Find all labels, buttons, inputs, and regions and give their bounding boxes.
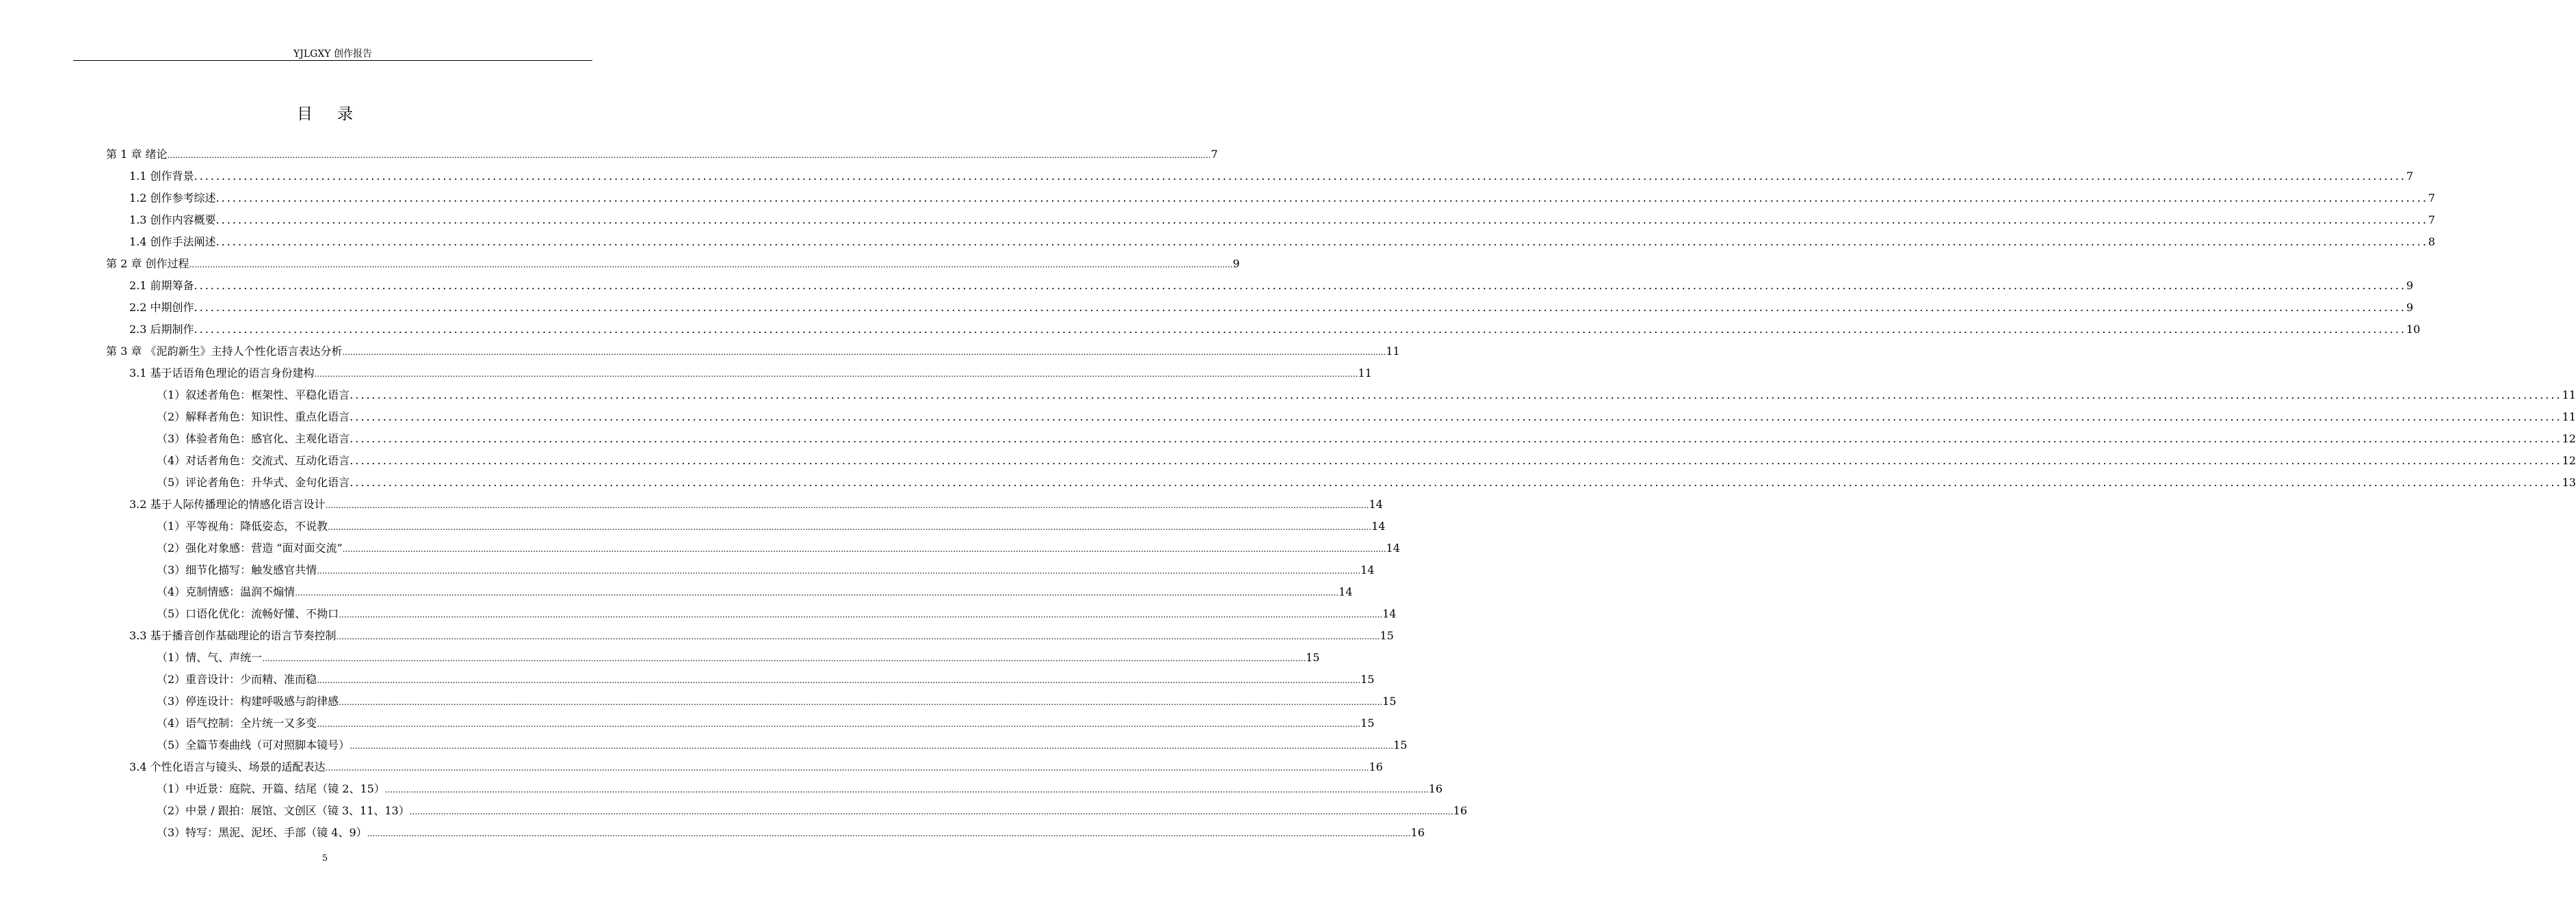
toc-dot-leader: ................................................................................................................................................................................................................................................................................................................................................................................................................ xyxy=(325,501,1369,510)
toc-entry[interactable] xyxy=(129,297,2414,319)
toc-entry-label: 1.4 创作手法阐述 xyxy=(129,235,216,248)
toc-dot-leader: ................................................................................................................................................................................................................................................................................................................................................................................................................ xyxy=(314,369,1358,379)
toc-title xyxy=(0,101,650,124)
toc-entry[interactable] xyxy=(129,231,2436,253)
toc-entry-page: 11 xyxy=(2562,410,2576,423)
toc-entry[interactable] xyxy=(157,647,1320,669)
toc-entry-page: 14 xyxy=(1360,563,1375,576)
toc-entry-page: 8 xyxy=(2428,235,2436,248)
toc-entry-label: （1）叙述者角色：框架性、平稳化语言 xyxy=(157,388,350,401)
toc-entry-label: （2）中景 / 跟拍：展馆、文创区（镜 3、11、13） xyxy=(157,804,410,817)
toc-entry-label: 第 1 章 绪论 xyxy=(106,148,168,161)
toc-dot-leader: ................................................................................................................................................................................................................................................................................................................................................................................................................ xyxy=(384,785,1429,795)
toc-entry-page: 15 xyxy=(1360,717,1375,730)
toc-entry-page: 13 xyxy=(2562,476,2576,489)
toc-entry[interactable] xyxy=(157,778,1443,800)
toc-entry[interactable] xyxy=(129,187,2436,209)
toc-entry[interactable] xyxy=(157,472,2576,494)
toc-entry[interactable] xyxy=(157,428,2576,450)
toc-entry-page: 9 xyxy=(2406,279,2414,292)
toc-dot-leader: ................................................................................................................................................................................................................................................................................................................................................................................................................ xyxy=(215,213,2428,226)
toc-entry-label: （5）全篇节奏曲线（可对照脚本镜号） xyxy=(157,738,350,751)
toc-entry-page: 10 xyxy=(2406,323,2421,336)
toc-entry[interactable] xyxy=(106,341,1400,362)
toc-dot-leader: ................................................................................................................................................................................................................................................................................................................................................................................................................ xyxy=(350,454,2562,467)
toc-entry[interactable] xyxy=(157,450,2576,472)
toc-entry-page: 15 xyxy=(1393,738,1408,751)
toc-entry-page: 14 xyxy=(1382,607,1397,620)
toc-dot-leader: ................................................................................................................................................................................................................................................................................................................................................................................................................ xyxy=(339,697,1382,707)
toc-entry-label: 1.2 创作参考综述 xyxy=(129,191,216,204)
toc-entry[interactable] xyxy=(129,275,2414,297)
toc-dot-leader: ................................................................................................................................................................................................................................................................................................................................................................................................................ xyxy=(350,410,2562,423)
toc-entry[interactable] xyxy=(157,384,2576,406)
running-header: YJLGXY 创作报告 xyxy=(293,49,372,59)
toc-entry[interactable] xyxy=(157,581,1353,603)
toc-entry-label: 3.2 基于人际传播理论的情感化语言设计 xyxy=(129,498,326,511)
toc-entry[interactable] xyxy=(157,822,1425,844)
toc-entry[interactable] xyxy=(157,516,1386,537)
toc-entry-page: 16 xyxy=(1410,826,1425,839)
toc-entry-label: 3.3 基于播音创作基础理论的语言节奏控制 xyxy=(129,629,337,642)
toc-entry-label: （5）评论者角色：升华式、金句化语言 xyxy=(157,476,350,489)
toc-entry-label: （2）解释者角色：知识性、重点化语言 xyxy=(157,410,350,423)
toc-entry-label: （4）对话者角色：交流式、互动化语言 xyxy=(157,454,350,467)
toc-entry[interactable] xyxy=(157,691,1397,712)
toc-entry-page: 7 xyxy=(2406,170,2414,183)
toc-entry[interactable] xyxy=(157,406,2576,428)
toc-entry-page: 11 xyxy=(1386,345,1400,358)
toc-entry-page: 12 xyxy=(2562,432,2576,445)
toc-entry[interactable] xyxy=(129,165,2414,187)
toc-entry-label: 2.3 后期制作 xyxy=(129,323,194,336)
toc-entry-page: 14 xyxy=(1338,585,1353,598)
toc-entry-page: 9 xyxy=(2406,301,2414,314)
toc-entry-label: （3）停连设计：构建呼吸感与韵律感 xyxy=(157,695,339,708)
toc-entry-page: 15 xyxy=(1382,695,1397,708)
toc-entry[interactable] xyxy=(106,253,1240,275)
toc-dot-leader: ................................................................................................................................................................................................................................................................................................................................................................................................................ xyxy=(215,235,2428,248)
toc-entry-label: （1）平等视角：降低姿态，不说教 xyxy=(157,520,328,533)
toc-entry-page: 15 xyxy=(1380,629,1394,642)
toc-entry-label: （4）克制情感：温润不煽情 xyxy=(157,585,295,598)
toc-title-char-1: 目 xyxy=(297,105,313,123)
toc-entry[interactable] xyxy=(157,559,1375,581)
toc-entry-page: 9 xyxy=(1233,257,1240,270)
toc-entry-label: 2.2 中期创作 xyxy=(129,301,194,314)
toc-entry-page: 16 xyxy=(1428,782,1443,795)
toc-dot-leader: ................................................................................................................................................................................................................................................................................................................................................................................................................ xyxy=(194,301,2406,314)
toc-dot-leader: ................................................................................................................................................................................................................................................................................................................................................................................................................ xyxy=(295,588,1339,598)
toc-entry-label: 1.3 创作内容概要 xyxy=(129,213,216,226)
toc-entry[interactable] xyxy=(157,712,1375,734)
toc-entry-label: （1）中近景：庭院、开篇、结尾（镜 2、15） xyxy=(157,782,385,795)
toc-entry[interactable] xyxy=(157,669,1375,691)
toc-entry[interactable] xyxy=(157,603,1397,625)
toc-entry-label: （2）强化对象感：营造 “面对面交流” xyxy=(157,542,343,555)
toc-entry[interactable] xyxy=(157,734,1408,756)
toc-entry-page: 7 xyxy=(2428,213,2436,226)
toc-entry-label: （4）语气控制：全片统一又多变 xyxy=(157,717,317,730)
toc-title-char-2: 录 xyxy=(337,105,353,123)
toc-entry-page: 7 xyxy=(2428,191,2436,204)
toc-dot-leader: ................................................................................................................................................................................................................................................................................................................................................................................................................ xyxy=(342,347,1386,357)
toc-entry-label: 3.4 个性化语言与镜头、场景的适配表达 xyxy=(129,760,326,773)
toc-entry-page: 15 xyxy=(1360,673,1375,686)
toc-entry-page: 14 xyxy=(1371,520,1386,533)
toc-entry-label: （1）情、气、声统一 xyxy=(157,651,263,664)
toc-entry[interactable] xyxy=(129,319,2421,341)
toc-entry-page: 7 xyxy=(1211,148,1218,161)
toc-entry-page: 15 xyxy=(1305,651,1320,664)
toc-entry-label: （2）重音设计：少而精、准而稳 xyxy=(157,673,317,686)
toc-entry[interactable] xyxy=(157,537,1400,559)
toc-entry-page: 16 xyxy=(1453,804,1467,817)
toc-entry-label: 1.1 创作背景 xyxy=(129,170,194,183)
toc-dot-leader: ................................................................................................................................................................................................................................................................................................................................................................................................................ xyxy=(350,432,2562,445)
toc-entry-label: 第 3 章 《泥韵新生》主持人个性化语言表达分析 xyxy=(106,345,343,358)
toc-dot-leader: ................................................................................................................................................................................................................................................................................................................................................................................................................ xyxy=(194,323,2406,336)
toc-entry[interactable] xyxy=(129,494,1383,516)
toc-dot-leader: ................................................................................................................................................................................................................................................................................................................................................................................................................ xyxy=(328,522,1371,532)
toc-entry-page: 11 xyxy=(1358,367,1372,379)
toc-entry-label: 3.1 基于话语角色理论的语言身份建构 xyxy=(129,367,315,379)
toc-entry-label: （3）特写：黑泥、泥坯、手部（镜 4、9） xyxy=(157,826,367,839)
toc-entry-page: 11 xyxy=(2562,388,2576,401)
toc-entry[interactable] xyxy=(157,800,1467,822)
toc-entry-page: 12 xyxy=(2562,454,2576,467)
toc-entry[interactable] xyxy=(106,144,1218,165)
toc-entry-label: （5）口语化优化：流畅好懂、不拗口 xyxy=(157,607,339,620)
toc-dot-leader: ................................................................................................................................................................................................................................................................................................................................................................................................................ xyxy=(350,388,2562,401)
toc-dot-leader: ................................................................................................................................................................................................................................................................................................................................................................................................................ xyxy=(336,632,1380,641)
page-number: 5 xyxy=(321,853,328,864)
toc-entry[interactable] xyxy=(129,756,1383,778)
toc-entry-label: 第 2 章 创作过程 xyxy=(106,257,189,270)
toc-entry-page: 14 xyxy=(1369,498,1383,511)
toc-dot-leader: ................................................................................................................................................................................................................................................................................................................................................................................................................ xyxy=(215,191,2428,204)
toc-dot-leader: ................................................................................................................................................................................................................................................................................................................................................................................................................ xyxy=(189,260,1233,269)
toc-dot-leader: ................................................................................................................................................................................................................................................................................................................................................................................................................ xyxy=(194,279,2406,292)
toc-dot-leader: ................................................................................................................................................................................................................................................................................................................................................................................................................ xyxy=(167,150,1211,160)
toc-entry-page: 14 xyxy=(1386,542,1400,555)
toc-dot-leader: ................................................................................................................................................................................................................................................................................................................................................................................................................ xyxy=(342,544,1386,554)
toc-entry[interactable] xyxy=(129,209,2436,231)
toc-dot-leader: ................................................................................................................................................................................................................................................................................................................................................................................................................ xyxy=(317,566,1361,576)
toc-dot-leader: ................................................................................................................................................................................................................................................................................................................................................................................................................ xyxy=(339,610,1382,620)
toc-dot-leader: ................................................................................................................................................................................................................................................................................................................................................................................................................ xyxy=(350,741,1393,751)
toc-dot-leader: ................................................................................................................................................................................................................................................................................................................................................................................................................ xyxy=(194,170,2406,183)
toc-entry[interactable] xyxy=(129,362,1372,384)
toc-dot-leader: ................................................................................................................................................................................................................................................................................................................................................................................................................ xyxy=(262,654,1306,663)
toc-dot-leader: ................................................................................................................................................................................................................................................................................................................................................................................................................ xyxy=(317,676,1361,685)
toc-dot-leader: ................................................................................................................................................................................................................................................................................................................................................................................................................ xyxy=(350,476,2562,489)
toc-entry-page: 16 xyxy=(1369,760,1383,773)
toc-dot-leader: ................................................................................................................................................................................................................................................................................................................................................................................................................ xyxy=(367,829,1411,838)
toc-dot-leader: ................................................................................................................................................................................................................................................................................................................................................................................................................ xyxy=(325,763,1369,773)
toc-entry[interactable] xyxy=(129,625,1394,647)
toc-entry-label: 2.1 前期筹备 xyxy=(129,279,194,292)
toc-dot-leader: ................................................................................................................................................................................................................................................................................................................................................................................................................ xyxy=(317,719,1361,729)
toc-entry-label: （3）体验者角色：感官化、主观化语言 xyxy=(157,432,350,445)
toc-entry-label: （3）细节化描写：触发感官共情 xyxy=(157,563,317,576)
toc-dot-leader: ................................................................................................................................................................................................................................................................................................................................................................................................................ xyxy=(409,807,1454,816)
header-rule xyxy=(73,60,592,61)
